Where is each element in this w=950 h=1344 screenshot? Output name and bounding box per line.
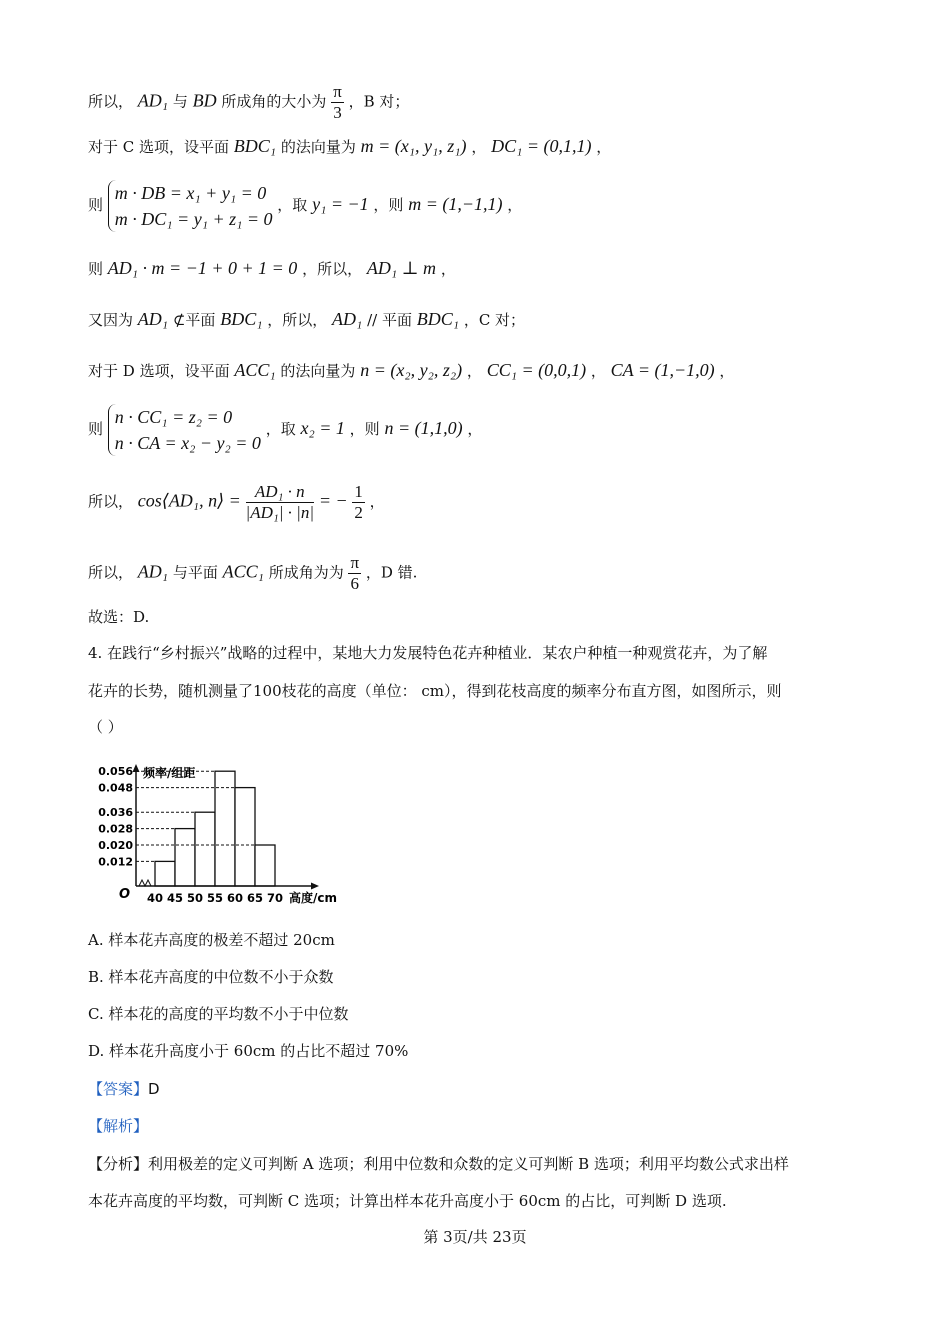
option-b: B. 样本花卉高度的中位数不小于众数: [88, 968, 334, 986]
math-ad1: AD₁: [332, 309, 363, 329]
system-eq-2: m · DC₁ = y₁ + z₁ = 0: [114, 209, 273, 229]
text: // 平面: [367, 311, 412, 329]
page-footer: 第 3页/共 23页: [423, 1228, 527, 1246]
solution-line-7: [88, 404, 482, 456]
math-ca-vector: CA = (1,−1,0): [610, 360, 715, 380]
math-cos: cos⟨AD₁, n⟩ =: [137, 490, 241, 511]
text: ，取: [277, 196, 308, 214]
fraction-cos: [246, 482, 315, 523]
origin-label: O: [119, 887, 131, 902]
answer-label: 【答案】: [88, 1080, 149, 1098]
solution-conclusion: 故选：D.: [88, 608, 150, 626]
text: 所成角的大小为: [221, 92, 327, 111]
system-eq-2: n · CA = x₂ − y₂ = 0: [114, 433, 261, 453]
y-tick-label: 0.048: [98, 781, 133, 795]
text: ，: [507, 196, 523, 214]
histogram-bar-40-45: [155, 861, 175, 886]
text: ⊄平面: [172, 311, 216, 329]
frac-num: π: [350, 553, 360, 572]
axis-break-mark: [139, 880, 151, 886]
system-eq-1: m · DB = x₁ + y₁ = 0: [114, 183, 267, 203]
frac-den: 6: [350, 574, 360, 593]
frequency-histogram: [95, 764, 355, 914]
text: 与平面: [172, 563, 218, 582]
text: 所以，: [88, 92, 134, 111]
fenxi-line-1: 【分析】利用极差的定义可判断 A 选项；利用中位数和众数的定义可判断 B 选项；利用平均数公式求出样: [88, 1155, 789, 1173]
text: ，C 对；: [463, 311, 526, 329]
equation-system-m: [108, 180, 273, 232]
y-tick-label: 0.020: [98, 839, 133, 852]
y-axis-label: 频率/组距: [143, 766, 196, 780]
x-tick-label: 55: [206, 891, 224, 905]
math-x2: x₂ = 1: [300, 418, 345, 438]
histogram-bar-50-55: [195, 812, 215, 886]
frac-num: AD₁ · n: [246, 482, 315, 503]
solution-line-3: [88, 180, 522, 232]
x-tick-label: 40: [146, 891, 164, 905]
math-bdc1: BDC₁: [416, 309, 460, 329]
math-dc1-vector: DC₁ = (0,1,1): [491, 136, 592, 156]
frac-num: 1: [354, 482, 363, 501]
x-tick-label: 60: [226, 891, 244, 905]
x-axis-label: 高度/cm: [289, 891, 338, 905]
text: 所以，: [88, 563, 134, 582]
solution-line-4: [88, 258, 456, 279]
fenxi-line-2: 本花卉高度的平均数，可判断 C 选项；计算出样本花升高度小于 60cm 的占比，可判断 D 选项.: [88, 1192, 727, 1210]
math-bdc1: BDC₁: [220, 309, 263, 329]
math-ad1: AD₁: [137, 561, 169, 582]
text: 对于 D 选项，设平面: [88, 362, 230, 380]
text: 的法向量为: [280, 138, 356, 156]
question-line-2: 花卉的长势，随机测量了100枝花的高度（单位： cm），得到花枝高度的频率分布直方图，如图所示，则: [88, 682, 782, 700]
fraction-pi-3: [331, 82, 344, 123]
math-n-value: n = (1,1,0): [384, 418, 463, 438]
text: 对于 C 选项，设平面: [88, 138, 230, 156]
histogram-bar-45-50: [175, 829, 195, 886]
text: ，: [596, 138, 612, 156]
analysis-label: 【解析】: [88, 1117, 149, 1135]
math-eq: = −: [318, 490, 348, 511]
question-line-1: 4. 在践行“乡村振兴”战略的过程中，某地大力发展特色花卉种植业．某农户种植一种观赏花卉，为了解: [88, 644, 768, 662]
fraction-half: [352, 482, 365, 523]
solution-line-9: [88, 553, 417, 594]
text: ，: [369, 492, 385, 511]
text: 又因为: [88, 311, 134, 329]
math-acc1: ACC₁: [222, 561, 264, 582]
solution-line-1: [88, 82, 409, 123]
x-tick-label: 45: [166, 891, 184, 905]
math-perp: AD₁ ⊥ m: [366, 258, 437, 278]
text: ，: [719, 362, 735, 380]
solution-line-5: [88, 309, 525, 330]
text: ，: [440, 260, 456, 278]
x-tick-label: 50: [186, 891, 204, 905]
math-m-vector: m = (x₁, y₁, z₁): [360, 136, 467, 156]
answer-line: [88, 1078, 160, 1099]
math-ad1: AD₁: [137, 309, 169, 329]
text: ，所以，: [302, 260, 363, 278]
math-bd: BD: [192, 90, 217, 111]
text: ，D 错.: [365, 563, 418, 582]
y-axis-arrow: [133, 764, 140, 772]
histogram-bar-55-60: [215, 771, 235, 886]
math-acc1: ACC₁: [234, 360, 276, 380]
solution-line-8: [88, 482, 385, 523]
frac-den: 3: [333, 103, 342, 122]
x-tick-label: 70: [266, 891, 284, 905]
equation-system-n: [108, 404, 261, 456]
text: ，则: [373, 196, 404, 214]
x-tick-label: 65: [246, 891, 264, 905]
y-tick-label: 0.028: [98, 822, 133, 836]
math-cc1-vector: CC₁ = (0,0,1): [486, 360, 587, 380]
text: ，则: [349, 420, 380, 438]
option-c: C. 样本花的高度的平均数不小于中位数: [88, 1005, 349, 1023]
text: ，: [466, 362, 482, 380]
text: ，B 对；: [348, 92, 410, 111]
text: ，所以，: [267, 311, 328, 329]
text: 则: [88, 196, 104, 214]
math-bdc1: BDC₁: [233, 136, 277, 156]
y-tick-label: 0.056: [98, 765, 133, 779]
question-line-3: （ ）: [88, 718, 123, 736]
fraction-pi-6: [348, 553, 361, 594]
histogram-bar-65-70: [255, 845, 275, 886]
x-axis-arrow: [311, 883, 319, 890]
math-m-value: m = (1,−1,1): [408, 194, 503, 214]
math-y1: y₁ = −1: [312, 194, 369, 214]
answer-value: D: [148, 1080, 160, 1098]
text: 所成角为为: [268, 563, 344, 582]
frac-den: |AD₁| · |n|: [245, 503, 315, 522]
text: 与: [172, 92, 188, 111]
solution-line-6: [88, 360, 734, 381]
text: ，: [471, 138, 487, 156]
solution-line-2: [88, 136, 611, 157]
option-d: D. 样本花升高度小于 60cm 的占比不超过 70%: [88, 1042, 409, 1060]
text: ，取: [265, 420, 296, 438]
option-a: A. 样本花卉高度的极差不超过 20cm: [88, 931, 335, 949]
y-tick-label: 0.012: [98, 855, 133, 869]
text: 的法向量为: [280, 362, 356, 380]
text: ，: [590, 362, 606, 380]
text: ，: [467, 420, 483, 438]
y-tick-label: 0.036: [98, 806, 133, 820]
frac-num: π: [333, 82, 342, 101]
math-ad1: AD₁: [137, 90, 169, 111]
text: 则: [88, 260, 104, 278]
text: 则: [88, 420, 104, 438]
math-n-vector: n = (x₂, y₂, z₂): [360, 360, 463, 380]
histogram-bar-60-65: [235, 788, 255, 886]
frac-den: 2: [354, 503, 363, 522]
system-eq-1: n · CC₁ = z₂ = 0: [114, 407, 233, 427]
text: 所以，: [88, 492, 134, 511]
math-dot-product: AD₁ · m = −1 + 0 + 1 = 0: [107, 258, 298, 278]
